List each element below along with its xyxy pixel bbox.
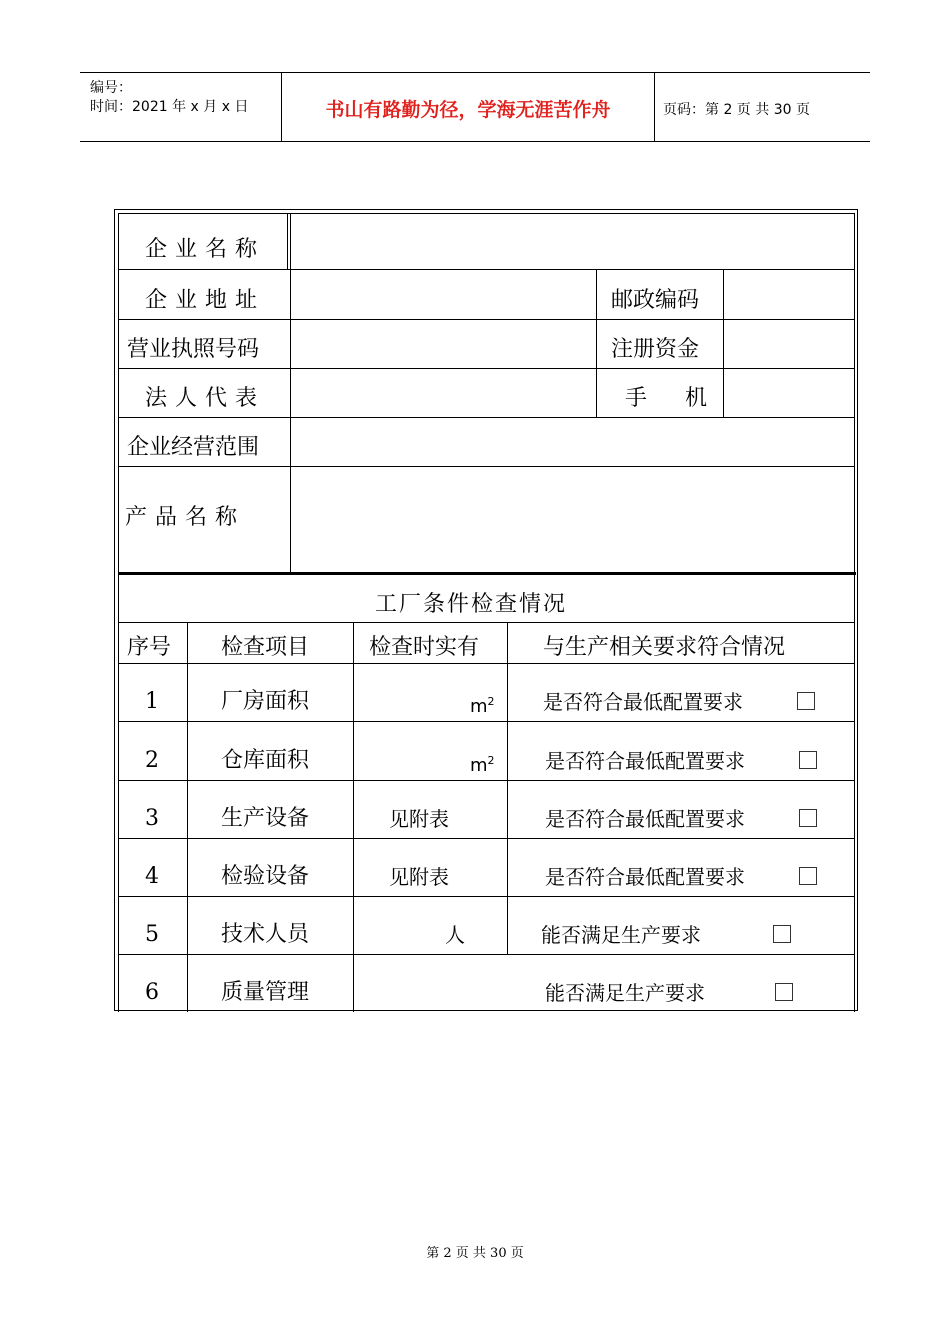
label-postal-code: 邮政编码 [611,288,700,313]
header-meta-cell [80,73,282,141]
row-line [118,896,854,897]
row-item: 质量管理 [221,980,310,1005]
compliance-checkbox[interactable] [799,809,817,827]
row-line [118,319,854,320]
row-line [118,721,854,722]
compliance-checkbox[interactable] [775,983,793,1001]
page-footer: 第 2 页 共 30 页 [426,1246,524,1261]
header-requirement: 与生产相关要求符合情况 [543,635,786,660]
header-time: 时间：2021 年 x 月 x 日 [90,99,249,115]
label-company-name: 企业名称 [145,237,266,262]
page-header [80,72,870,142]
row-item: 技术人员 [221,922,310,947]
header-page-number: 页码：第 2 页 共 30 页 [663,102,810,118]
section-divider [118,572,856,575]
inner-left-border [118,573,119,1012]
col-line [290,213,291,573]
col-line [187,622,188,1012]
row-requirement: 是否符合最低配置要求 [545,749,745,773]
col-line [507,622,508,955]
row-actual-unit: $m^2$ [470,695,495,717]
row-line [118,466,854,467]
row-line [118,838,854,839]
label-license-no: 营业执照号码 [127,337,260,362]
col-line [596,269,597,418]
row-requirement: 是否符合最低配置要求 [545,807,745,831]
col-line [723,269,724,418]
row-line [118,368,854,369]
inner-right-border [854,573,855,1012]
header-page-cell [655,73,870,141]
label-legal-rep: 法人代表 [145,386,266,411]
compliance-checkbox[interactable] [773,925,791,943]
label-company-address: 企业地址 [145,288,266,313]
row-no: 5 [145,922,159,947]
row-requirement: 能否满足生产要求 [541,923,701,947]
row-line [118,780,854,781]
row-line [118,417,854,418]
header-no: 序号 [127,635,172,660]
compliance-checkbox[interactable] [797,692,815,710]
label-mobile: 手 机 [625,386,716,411]
compliance-checkbox[interactable] [799,867,817,885]
label-business-scope: 企业经营范围 [127,435,260,460]
row-line [118,954,854,955]
compliance-checkbox[interactable] [799,751,817,769]
inner-left-border [118,213,119,573]
row-requirement: 能否满足生产要求 [545,981,705,1005]
row-actual: 人 [445,923,465,947]
header-item: 检查项目 [221,635,310,660]
col-line [353,622,354,1012]
row-item: 厂房面积 [221,689,310,714]
row-item: 生产设备 [221,806,310,831]
row-no: 4 [145,864,159,889]
inner-top-border [118,213,854,214]
header-actual: 检查时实有 [369,635,480,660]
row-no: 2 [145,748,159,773]
row-line [118,663,854,664]
row-actual: 见附表 [389,865,449,889]
label-product-name: 产品名称 [125,505,246,530]
header-motto: 书山有路勤为径，学海无涯苦作舟 [325,99,611,121]
row-item: 仓库面积 [221,748,310,773]
inner-right-border [854,213,855,573]
row-actual-unit: $m^2$ [470,754,495,776]
row-requirement: 是否符合最低配置要求 [545,865,745,889]
row-actual: 见附表 [389,807,449,831]
row-no: 1 [145,689,159,714]
company-form-table [114,209,858,1011]
inspection-title: 工厂条件检查情况 [375,592,568,617]
header-number: 编号： [90,80,132,96]
row-no: 3 [145,806,159,831]
row-no: 6 [145,980,159,1005]
row-item: 检验设备 [221,864,310,889]
row-requirement: 是否符合最低配置要求 [543,690,743,714]
header-motto-cell [282,73,655,141]
col-line [287,213,288,270]
row-line [118,622,854,623]
row-line [118,269,854,270]
label-registered-capital: 注册资金 [611,337,700,362]
